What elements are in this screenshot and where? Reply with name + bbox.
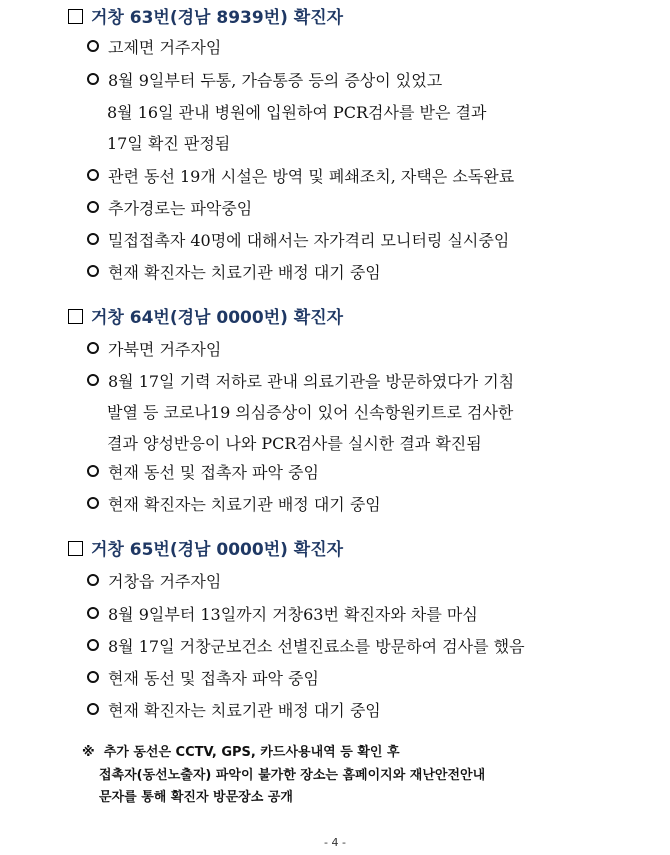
bullet-item: 현재 확진자는 치료기관 배정 대기 중임 bbox=[87, 700, 381, 722]
circle-bullet-icon bbox=[87, 169, 99, 181]
bullet-item: 8월 9일부터 13일까지 거창63번 확진자와 차를 마심 bbox=[87, 604, 478, 626]
bullet-item: 8월 9일부터 두통, 가슴통증 등의 증상이 있었고 bbox=[87, 70, 442, 92]
bullet-continuation: 8월 16일 관내 병원에 입원하여 PCR검사를 받은 결과 bbox=[107, 103, 487, 122]
circle-bullet-icon bbox=[87, 607, 99, 619]
reference-mark: ※ bbox=[82, 745, 95, 760]
circle-bullet-icon bbox=[87, 265, 99, 277]
bullet-item: 관련 동선 19개 시설은 방역 및 폐쇄조치, 자택은 소독완료 bbox=[87, 166, 514, 188]
bullet-item: 밀접접촉자 40명에 대해서는 자가격리 모니터링 실시중임 bbox=[87, 230, 509, 252]
bullet-item: 거창읍 거주자임 bbox=[87, 571, 221, 593]
bullet-item: 현재 동선 및 접촉자 파악 중임 bbox=[87, 462, 319, 484]
circle-bullet-icon bbox=[87, 574, 99, 586]
circle-bullet-icon bbox=[87, 374, 99, 386]
section-heading: 거창 63번(경남 8939번) 확진자 bbox=[68, 7, 343, 29]
checkbox-square-icon bbox=[68, 9, 83, 24]
circle-bullet-icon bbox=[87, 201, 99, 213]
bullet-item: 고제면 거주자임 bbox=[87, 37, 221, 59]
circle-bullet-icon bbox=[87, 73, 99, 85]
bullet-item: 현재 확진자는 치료기관 배정 대기 중임 bbox=[87, 262, 381, 284]
bullet-item: 8월 17일 거창군보건소 선별진료소를 방문하여 검사를 했음 bbox=[87, 636, 525, 658]
circle-bullet-icon bbox=[87, 40, 99, 52]
bullet-item: 현재 동선 및 접촉자 파악 중임 bbox=[87, 668, 319, 690]
note-line: ※ 추가 동선은 CCTV, GPS, 카드사용내역 등 확인 후 bbox=[82, 745, 400, 760]
checkbox-square-icon bbox=[68, 541, 83, 556]
section-heading: 거창 64번(경남 0000번) 확진자 bbox=[68, 307, 343, 329]
note-continuation: 문자를 통해 확진자 방문장소 공개 bbox=[99, 790, 293, 805]
circle-bullet-icon bbox=[87, 639, 99, 651]
bullet-continuation: 17일 확진 판정됨 bbox=[107, 134, 231, 153]
circle-bullet-icon bbox=[87, 342, 99, 354]
circle-bullet-icon bbox=[87, 497, 99, 509]
circle-bullet-icon bbox=[87, 671, 99, 683]
bullet-item: 현재 확진자는 치료기관 배정 대기 중임 bbox=[87, 494, 381, 516]
bullet-item: 가북면 거주자임 bbox=[87, 339, 221, 361]
circle-bullet-icon bbox=[87, 465, 99, 477]
page-number: - 4 - bbox=[324, 836, 346, 849]
bullet-continuation: 결과 양성반응이 나와 PCR검사를 실시한 결과 확진됨 bbox=[107, 434, 482, 453]
circle-bullet-icon bbox=[87, 703, 99, 715]
bullet-continuation: 발열 등 코로나19 의심증상이 있어 신속항원키트로 검사한 bbox=[107, 403, 514, 422]
bullet-item: 8월 17일 기력 저하로 관내 의료기관을 방문하였다가 기침 bbox=[87, 371, 514, 393]
section-heading: 거창 65번(경남 0000번) 확진자 bbox=[68, 539, 343, 561]
note-continuation: 접촉자(동선노출자) 파악이 불가한 장소는 홈페이지와 재난안전안내 bbox=[99, 768, 486, 783]
bullet-item: 추가경로는 파악중임 bbox=[87, 198, 252, 220]
checkbox-square-icon bbox=[68, 309, 83, 324]
circle-bullet-icon bbox=[87, 233, 99, 245]
